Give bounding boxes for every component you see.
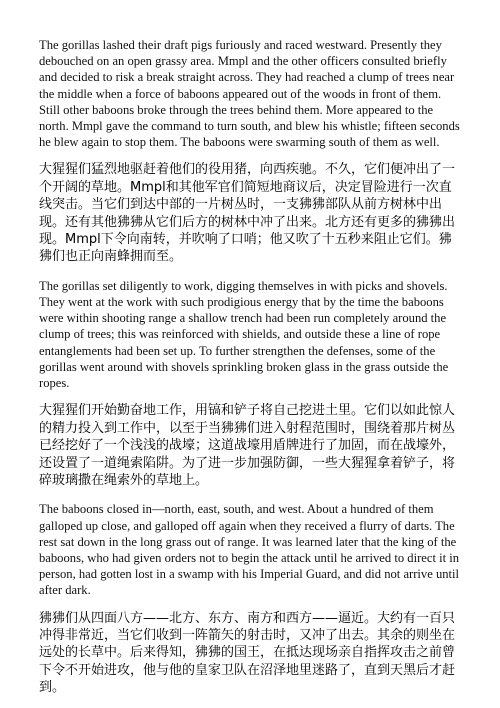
chinese-paragraph-2: 大猩猩们开始勤奋地工作，用镐和铲子将自己挖进土里。它们以如此惊人的精力投入到工作中，以至于当狒狒们进入射程范围时，围绕着那片树丛已经挖好了一个浅浅的战壕；这道战壕用盾牌进行了加固，而在战壕外，还设置了一道绳索陷阱。为了进一步加强防御，一些大猩猩拿着铲子，将碎玻璃撒在绳索外的草地上。 xyxy=(39,403,456,488)
chinese-paragraph-1: 大猩猩们猛烈地驱赶着他们的役用猪，向西疾驰。不久，它们便冲出了一个开阔的草地。Mmpl和其他军官们简短地商议后，决定冒险进行一次直线突击。当它们到达中部的一片树丛时，一支狒狒部队从前方树林中出现。还有其他狒狒从它们后方的树林中冲了出来。北方还有更多的狒狒出现。Mmpl下令向南转，并吹响了口哨；他又吹了十五秒来阻止它们。狒狒们也正向南蜂拥而至。 xyxy=(39,162,456,265)
chinese-paragraph-3: 狒狒们从四面八方——北方、东方、南方和西方——逼近。大约有一百只冲得非常近，当它们收到一阵箭矢的射击时，又冲了出去。其余的则坐在远处的长草中。后来得知，狒狒的国王，在抵达现场亲自指挥攻击之前曾下令不开始进攻，他与他的皇家卫队在沼泽地里迷路了，直到天黑后才赶到。 xyxy=(39,610,456,696)
english-paragraph-3: The baboons closed in—north, east, south, and west. About a hundred of them galloped up close, and galloped off again when they received a flurry of darts. The rest sat down in the long grass out of range. It was learned later that the king of the baboons, who had given orders not to begin the attack until he arrived to direct it in person, had gotten lost in a swamp with his Imperial Guard, and did not arrive until after dark. xyxy=(39,502,460,598)
document-page xyxy=(39,37,463,697)
english-paragraph-2: The gorillas set diligently to work, digging themselves in with picks and shovels. They went at the work with such prodigious energy that by the time the baboons were within shooting range a shallow trench had been run completely around the clump of trees; this was reinforced with shields, and outside these a line of rope entanglements had been set up. To further strengthen the defenses, some of the gorillas went around with shovels sprinkling broken glass in the grass outside the ropes. xyxy=(39,278,449,391)
english-paragraph-1: The gorillas lashed their draft pigs furiously and raced westward. Presently they debouched on an open grassy area. Mmpl and the other officers consulted briefly and decided to risk a break straight across. They had reached a clump of trees near the middle when a force of baboons appeared out of the woods in front of them. Still other baboons broke through the trees behind them. More appeared to the north. Mmpl gave the command to turn south, and blew his whistle; fifteen seconds he blew again to stop them. The baboons were swarming south of them as well. xyxy=(39,38,460,150)
